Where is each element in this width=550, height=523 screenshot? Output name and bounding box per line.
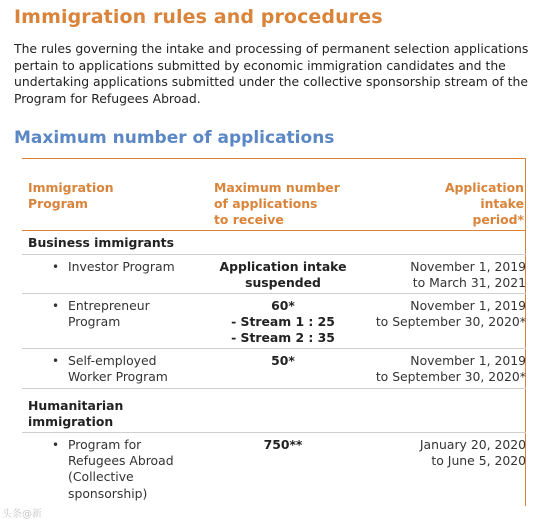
program-entrepreneur: Entrepreneur Program <box>68 298 150 330</box>
row-divider <box>22 432 526 433</box>
bullet: • <box>52 299 60 313</box>
bullet: • <box>52 354 60 368</box>
program-investor: Investor Program <box>68 259 175 274</box>
watermark: 头条@新 <box>2 509 42 520</box>
max-refugees: 750** <box>263 437 303 452</box>
section-title: Maximum number of applications <box>14 128 335 148</box>
header-bottom-border <box>22 230 526 231</box>
table-top-border <box>22 158 526 159</box>
row-divider <box>22 348 526 349</box>
category-humanitarian: Humanitarian immigration <box>28 398 124 430</box>
intro-paragraph: The rules governing the intake and processing of permanent selection applications pertain to applications submitted by economic immigration candidates and the undertaking applications submitted under the collective sponsorship stream of the Program for Refugees Abroad. <box>14 41 529 106</box>
bullet: • <box>52 438 60 452</box>
program-refugees: Program for Refugees Abroad (Collective sponsorship) <box>68 437 174 501</box>
period-entrepreneur: November 1, 2019 to September 30, 2020* <box>375 298 526 330</box>
max-selfemployed: 50* <box>271 353 295 368</box>
period-selfemployed: November 1, 2019 to September 30, 2020* <box>375 353 526 385</box>
period-refugees: January 20, 2020 to June 5, 2020 <box>419 437 526 469</box>
row-divider <box>22 388 526 389</box>
row-divider <box>22 254 526 255</box>
page-title: Immigration rules and procedures <box>14 6 383 28</box>
period-investor: November 1, 2019 to March 31, 2021 <box>410 259 526 291</box>
bullet: • <box>52 260 60 274</box>
max-investor: Application intake suspended <box>219 259 347 291</box>
header-period: Application intake period* <box>444 180 524 228</box>
row-divider <box>22 293 526 294</box>
applications-table <box>22 158 526 506</box>
program-selfemployed: Self-employed Worker Program <box>68 353 168 385</box>
header-program: Immigration Program <box>28 180 114 212</box>
header-max: Maximum number of applications to receive <box>214 180 340 228</box>
category-business: Business immigrants <box>28 235 174 250</box>
max-entrepreneur: 60* - Stream 1 : 25 - Stream 2 : 35 <box>231 298 335 346</box>
